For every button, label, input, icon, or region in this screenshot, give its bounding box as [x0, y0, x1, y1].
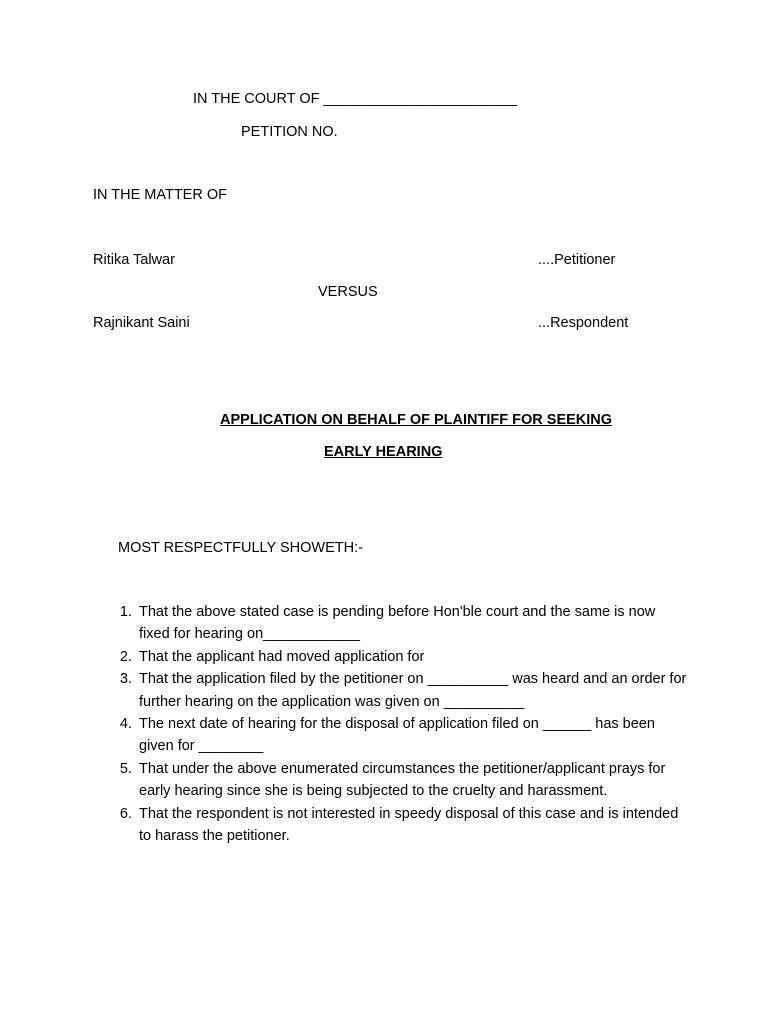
in-the-matter-of: IN THE MATTER OF — [93, 187, 227, 203]
salutation: MOST RESPECTFULLY SHOWETH:- — [118, 540, 363, 556]
list-item-number: 6. — [119, 805, 132, 822]
list-item-number: 3. — [119, 671, 132, 688]
list-item-number: 1. — [119, 604, 132, 620]
list-item-text: The next date of hearing for the disposal of application filed on ______ has been given for ________ — [139, 716, 655, 755]
petitioner-name: Ritika Talwar — [93, 252, 175, 268]
list-item-text: That the applicant had moved application for — [139, 648, 425, 665]
versus-label: VERSUS — [318, 284, 378, 300]
list-item — [108, 601, 688, 646]
petition-number: PETITION NO. — [241, 124, 338, 140]
list-item-text: That the above stated case is pending before Hon'ble court and the same is now fixed for hearing on____________ — [139, 604, 656, 643]
averments-list — [108, 601, 688, 847]
list-item-number: 2. — [119, 648, 132, 665]
list-item — [108, 668, 688, 713]
list-item-text: That the respondent is not interested in speedy disposal of this case and is intended to harass the petitioner. — [139, 805, 679, 845]
list-item — [108, 646, 688, 668]
list-item — [108, 713, 688, 758]
application-title-line2: EARLY HEARING — [324, 444, 443, 460]
list-item-number: 5. — [119, 760, 132, 777]
court-line: IN THE COURT OF ________________________ — [193, 91, 518, 107]
list-item — [108, 758, 688, 803]
respondent-role: ...Respondent — [538, 315, 629, 331]
respondent-name: Rajnikant Saini — [93, 315, 190, 331]
list-item-text: That the application filed by the petitioner on __________ was heard and an order for further hearing on the application was given on __________ — [139, 671, 687, 710]
list-item-text: That under the above enumerated circumstances the petitioner/applicant prays for early hearing since she is being subjected to the cruelty and harassment. — [139, 760, 666, 800]
list-item — [108, 803, 688, 848]
list-item-number: 4. — [119, 716, 132, 733]
petitioner-role: ....Petitioner — [538, 252, 616, 268]
application-title-line1: APPLICATION ON BEHALF OF PLAINTIFF FOR SEEKING — [220, 412, 613, 428]
